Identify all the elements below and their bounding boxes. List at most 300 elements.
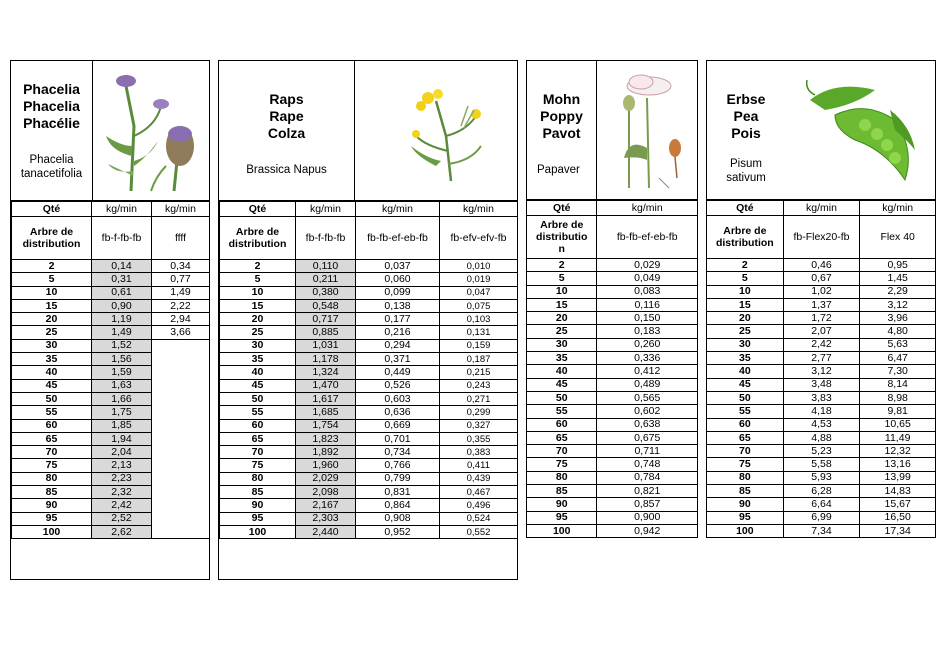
table-row [707, 325, 936, 338]
setting-label: fb-fb-ef-eb-fb [597, 216, 698, 259]
setting-label: fb-f-fb-fb [296, 217, 356, 260]
rate-cell: 2,029 [296, 472, 356, 485]
rate-cell: 1,63 [92, 379, 152, 392]
rate-cell: 2,23 [92, 472, 152, 485]
empty-cell [152, 419, 210, 432]
qty-cell: 60 [220, 419, 296, 432]
rate-cell: 0,603 [356, 392, 440, 405]
setting-label: Flex 40 [860, 216, 936, 259]
table-row [707, 405, 936, 418]
rate-cell: 1,324 [296, 366, 356, 379]
unit-header: kg/min [92, 202, 152, 217]
rate-cell: 0,90 [92, 299, 152, 312]
qty-cell: 45 [220, 379, 296, 392]
table-row [12, 313, 210, 326]
table-row [12, 339, 210, 352]
setting-label: fb-f-fb-fb [92, 217, 152, 260]
rate-cell: 8,98 [860, 391, 936, 404]
table-row [220, 419, 518, 432]
qty-header: Qté [527, 201, 597, 216]
table-row [707, 378, 936, 391]
rate-cell: 9,81 [860, 405, 936, 418]
qty-cell: 55 [220, 406, 296, 419]
latin-name: Phacelia [29, 154, 74, 166]
table-row [527, 338, 698, 351]
rate-cell: 0,61 [92, 286, 152, 299]
table-row [220, 326, 518, 339]
rapeseed-illustration [355, 61, 517, 200]
rate-cell: 3,48 [783, 378, 860, 391]
qty-cell: 30 [220, 339, 296, 352]
rate-cell: 0,496 [440, 499, 518, 512]
rate-cell: 0,701 [356, 432, 440, 445]
rate-cell: 1,19 [92, 313, 152, 326]
table-row [12, 459, 210, 472]
qty-cell: 5 [527, 272, 597, 285]
rate-cell: 0,526 [356, 379, 440, 392]
crop-name-en: Pea [733, 108, 759, 124]
rate-cell: 0,748 [597, 458, 698, 471]
rate-cell: 0,831 [356, 486, 440, 499]
qty-cell: 55 [12, 406, 92, 419]
rate-cell: 1,49 [92, 326, 152, 339]
rate-cell: 0,31 [92, 273, 152, 286]
table-row [12, 326, 210, 339]
table-row [220, 459, 518, 472]
rate-cell: 0,857 [597, 498, 698, 511]
rate-cell: 0,271 [440, 392, 518, 405]
table-row [220, 299, 518, 312]
rate-cell: 0,711 [597, 445, 698, 458]
qty-cell: 95 [527, 511, 597, 524]
empty-cell [152, 525, 210, 538]
table-row [527, 391, 698, 404]
rate-cell: 1,94 [92, 432, 152, 445]
qty-cell: 45 [12, 379, 92, 392]
rate-cell: 2,303 [296, 512, 356, 525]
crop-name-en: Poppy [540, 108, 583, 124]
qty-cell: 45 [707, 378, 784, 391]
table-row [527, 418, 698, 431]
qty-cell: 40 [707, 365, 784, 378]
rate-cell: 0,183 [597, 325, 698, 338]
panel-erbse [706, 60, 936, 580]
table-row [707, 285, 936, 298]
rate-cell: 0,77 [152, 273, 210, 286]
table-row [707, 524, 936, 537]
rate-table [706, 200, 936, 538]
unit-header: kg/min [440, 202, 518, 217]
table-row [527, 312, 698, 325]
latin-name: sativum [726, 172, 766, 184]
table-row [707, 498, 936, 511]
table-row [707, 418, 936, 431]
rate-cell: 17,34 [860, 524, 936, 537]
qty-cell: 60 [707, 418, 784, 431]
rate-rows [527, 259, 698, 538]
qty-cell: 55 [707, 405, 784, 418]
table-row [220, 260, 518, 273]
rate-cell: 0,552 [440, 525, 518, 538]
qty-cell: 55 [527, 405, 597, 418]
distribution-label: Arbre de distribution [220, 217, 296, 260]
qty-cell: 80 [12, 472, 92, 485]
rate-cell: 0,565 [597, 391, 698, 404]
empty-cell [152, 499, 210, 512]
rate-cell: 0,489 [597, 378, 698, 391]
rate-cell: 0,138 [356, 299, 440, 312]
rate-cell: 1,178 [296, 353, 356, 366]
rate-cell: 0,638 [597, 418, 698, 431]
rate-cell: 0,177 [356, 313, 440, 326]
rate-cell: 0,380 [296, 286, 356, 299]
rate-cell: 0,103 [440, 313, 518, 326]
table-row [527, 511, 698, 524]
rate-rows [220, 260, 518, 539]
qty-cell: 100 [527, 524, 597, 537]
distribution-label: Arbre de distributio n [527, 216, 597, 259]
table-row [220, 339, 518, 352]
rate-cell: 0,327 [440, 419, 518, 432]
rate-cell: 0,131 [440, 326, 518, 339]
rate-cell: 0,110 [296, 260, 356, 273]
qty-cell: 5 [220, 273, 296, 286]
rate-cell: 0,864 [356, 499, 440, 512]
qty-cell: 2 [707, 259, 784, 272]
crop-name-box [527, 61, 597, 199]
table-row [527, 272, 698, 285]
qty-cell: 45 [527, 378, 597, 391]
qty-cell: 85 [707, 485, 784, 498]
rate-cell: 0,900 [597, 511, 698, 524]
table-row [12, 260, 210, 273]
qty-cell: 40 [12, 366, 92, 379]
table-row [527, 485, 698, 498]
distribution-row [220, 217, 518, 260]
rate-cell: 0,602 [597, 405, 698, 418]
qty-cell: 95 [12, 512, 92, 525]
qty-cell: 30 [527, 338, 597, 351]
table-row [707, 338, 936, 351]
qty-cell: 25 [220, 326, 296, 339]
table-row [220, 486, 518, 499]
rate-rows [707, 259, 936, 538]
table-row [12, 432, 210, 445]
rate-cell: 1,960 [296, 459, 356, 472]
rate-cell: 3,66 [152, 326, 210, 339]
qty-cell: 35 [527, 352, 597, 365]
empty-cell [152, 459, 210, 472]
qty-cell: 35 [12, 353, 92, 366]
rate-cell: 0,211 [296, 273, 356, 286]
qty-cell: 25 [12, 326, 92, 339]
rate-cell: 0,047 [440, 286, 518, 299]
crop-name-box [11, 61, 93, 200]
rate-cell: 0,383 [440, 446, 518, 459]
crop-name-en: Phacelia [23, 98, 80, 114]
rate-cell: 0,243 [440, 379, 518, 392]
table-row [707, 458, 936, 471]
rate-cell: 2,42 [92, 499, 152, 512]
table-row [220, 313, 518, 326]
rate-cell: 0,411 [440, 459, 518, 472]
qty-cell: 50 [220, 392, 296, 405]
unit-header: kg/min [296, 202, 356, 217]
rate-cell: 0,908 [356, 512, 440, 525]
qty-cell: 10 [220, 286, 296, 299]
latin-name: Papaver [537, 164, 580, 176]
table-row [12, 486, 210, 499]
rate-cell: 2,098 [296, 486, 356, 499]
rate-cell: 7,34 [783, 524, 860, 537]
crop-name-de: Mohn [542, 91, 581, 107]
empty-cell [152, 446, 210, 459]
rate-cell: 3,12 [783, 365, 860, 378]
rate-cell: 1,52 [92, 339, 152, 352]
rate-cell: 0,159 [440, 339, 518, 352]
table-row [12, 379, 210, 392]
table-row [527, 285, 698, 298]
qty-cell: 25 [707, 325, 784, 338]
qty-cell: 5 [707, 272, 784, 285]
table-row [220, 392, 518, 405]
rate-cell: 0,636 [356, 406, 440, 419]
table-row [707, 391, 936, 404]
rate-cell: 11,49 [860, 431, 936, 444]
rate-cell: 12,32 [860, 445, 936, 458]
rate-cell: 0,467 [440, 486, 518, 499]
setting-label: fb-Flex20-fb [783, 216, 860, 259]
rate-cell: 0,952 [356, 525, 440, 538]
qty-cell: 65 [707, 431, 784, 444]
rate-cell: 3,96 [860, 312, 936, 325]
rate-cell: 0,216 [356, 326, 440, 339]
rate-cell: 0,412 [597, 365, 698, 378]
table-row [220, 286, 518, 299]
crop-name-de: Phacelia [23, 81, 80, 97]
qty-cell: 85 [527, 485, 597, 498]
rate-cell: 0,010 [440, 260, 518, 273]
qty-cell: 100 [12, 525, 92, 538]
empty-cell [152, 366, 210, 379]
qty-header: Qté [12, 202, 92, 217]
rate-cell: 0,46 [783, 259, 860, 272]
rate-cell: 0,336 [597, 352, 698, 365]
rate-cell: 0,766 [356, 459, 440, 472]
table-row [220, 273, 518, 286]
rate-cell: 1,031 [296, 339, 356, 352]
rate-cell: 2,32 [92, 486, 152, 499]
rate-cell: 1,823 [296, 432, 356, 445]
empty-cell [152, 486, 210, 499]
qty-cell: 70 [707, 445, 784, 458]
rate-cell: 1,02 [783, 285, 860, 298]
rate-cell: 0,734 [356, 446, 440, 459]
qty-cell: 65 [527, 431, 597, 444]
crop-name-fr: Colza [267, 125, 306, 141]
panel-header [219, 61, 517, 201]
rate-cell: 1,617 [296, 392, 356, 405]
qty-cell: 40 [220, 366, 296, 379]
qty-cell: 80 [527, 471, 597, 484]
rate-cell: 0,075 [440, 299, 518, 312]
qty-cell: 50 [707, 391, 784, 404]
table-row [527, 445, 698, 458]
qty-cell: 10 [527, 285, 597, 298]
rate-table [11, 201, 210, 539]
crop-name-fr: Pois [731, 125, 761, 141]
qty-cell: 30 [707, 338, 784, 351]
qty-cell: 70 [12, 446, 92, 459]
phacelia-illustration [93, 61, 209, 200]
qty-cell: 30 [12, 339, 92, 352]
rate-cell: 6,64 [783, 498, 860, 511]
qty-cell: 95 [707, 511, 784, 524]
table-row [527, 298, 698, 311]
table-row [220, 432, 518, 445]
qty-cell: 85 [12, 486, 92, 499]
table-row [527, 458, 698, 471]
qty-cell: 95 [220, 512, 296, 525]
table-row [707, 431, 936, 444]
rate-table [526, 200, 698, 538]
qty-cell: 2 [527, 259, 597, 272]
rate-cell: 0,885 [296, 326, 356, 339]
qty-cell: 65 [220, 432, 296, 445]
rate-cell: 0,675 [597, 431, 698, 444]
rate-cell: 0,34 [152, 260, 210, 273]
rate-rows [12, 260, 210, 539]
qty-cell: 75 [12, 459, 92, 472]
unit-header: kg/min [356, 202, 440, 217]
table-row [527, 352, 698, 365]
rate-cell: 4,53 [783, 418, 860, 431]
rate-cell: 4,18 [783, 405, 860, 418]
rate-cell: 0,784 [597, 471, 698, 484]
rate-cell: 0,049 [597, 272, 698, 285]
qty-cell: 20 [12, 313, 92, 326]
rate-cell: 2,62 [92, 525, 152, 538]
rate-cell: 1,892 [296, 446, 356, 459]
table-row [527, 365, 698, 378]
units-row [220, 202, 518, 217]
rate-cell: 1,66 [92, 392, 152, 405]
qty-header: Qté [220, 202, 296, 217]
qty-cell: 65 [12, 432, 92, 445]
rate-cell: 2,42 [783, 338, 860, 351]
qty-cell: 20 [220, 313, 296, 326]
panel-raps [218, 60, 518, 580]
table-row [220, 446, 518, 459]
unit-header: kg/min [597, 201, 698, 216]
rate-cell: 6,47 [860, 352, 936, 365]
qty-cell: 100 [707, 524, 784, 537]
rate-cell: 0,717 [296, 313, 356, 326]
qty-cell: 35 [707, 352, 784, 365]
rate-cell: 2,167 [296, 499, 356, 512]
qty-cell: 35 [220, 353, 296, 366]
qty-cell: 75 [527, 458, 597, 471]
qty-cell: 90 [12, 499, 92, 512]
table-row [12, 299, 210, 312]
units-row [707, 201, 936, 216]
crop-name-box [707, 61, 785, 199]
rate-cell: 7,30 [860, 365, 936, 378]
qty-cell: 2 [12, 260, 92, 273]
rate-cell: 2,94 [152, 313, 210, 326]
table-row [12, 353, 210, 366]
rate-cell: 1,56 [92, 353, 152, 366]
rate-cell: 0,187 [440, 353, 518, 366]
table-row [527, 259, 698, 272]
table-row [707, 298, 936, 311]
distribution-row [707, 216, 936, 259]
empty-cell [152, 406, 210, 419]
rate-cell: 1,45 [860, 272, 936, 285]
rate-cell: 0,669 [356, 419, 440, 432]
table-row [12, 366, 210, 379]
table-row [12, 392, 210, 405]
rate-cell: 2,22 [152, 299, 210, 312]
table-row [220, 406, 518, 419]
rate-cell: 0,029 [597, 259, 698, 272]
rate-cell: 0,371 [356, 353, 440, 366]
distribution-label: Arbre de distribution [707, 216, 784, 259]
empty-cell [152, 392, 210, 405]
qty-cell: 15 [220, 299, 296, 312]
table-row [220, 472, 518, 485]
rate-cell: 5,93 [783, 471, 860, 484]
qty-cell: 50 [12, 392, 92, 405]
rate-cell: 5,23 [783, 445, 860, 458]
table-row [220, 512, 518, 525]
rate-cell: 1,75 [92, 406, 152, 419]
panel-header [706, 60, 936, 200]
rate-cell: 2,04 [92, 446, 152, 459]
rate-cell: 1,37 [783, 298, 860, 311]
rate-cell: 2,29 [860, 285, 936, 298]
qty-cell: 40 [527, 365, 597, 378]
rate-cell: 0,060 [356, 273, 440, 286]
table-row [527, 498, 698, 511]
qty-header: Qté [707, 201, 784, 216]
rate-cell: 0,116 [597, 298, 698, 311]
panel-header [11, 61, 209, 201]
table-row [12, 472, 210, 485]
qty-cell: 20 [707, 312, 784, 325]
rate-cell: 6,99 [783, 511, 860, 524]
rate-cell: 5,58 [783, 458, 860, 471]
crop-name-box [219, 61, 355, 200]
rate-cell: 1,49 [152, 286, 210, 299]
table-row [220, 499, 518, 512]
rate-cell: 0,019 [440, 273, 518, 286]
latin-name: Brassica Napus [246, 164, 327, 176]
rate-cell: 15,67 [860, 498, 936, 511]
latin-name: Pisum [730, 158, 762, 170]
rate-cell: 0,821 [597, 485, 698, 498]
rate-cell: 0,355 [440, 432, 518, 445]
qty-cell: 75 [707, 458, 784, 471]
rate-cell: 1,85 [92, 419, 152, 432]
qty-cell: 15 [527, 298, 597, 311]
rate-cell: 0,260 [597, 338, 698, 351]
unit-header: kg/min [152, 202, 210, 217]
distribution-row [527, 216, 698, 259]
panel-mohn [526, 60, 698, 580]
rate-cell: 1,754 [296, 419, 356, 432]
qty-cell: 25 [527, 325, 597, 338]
